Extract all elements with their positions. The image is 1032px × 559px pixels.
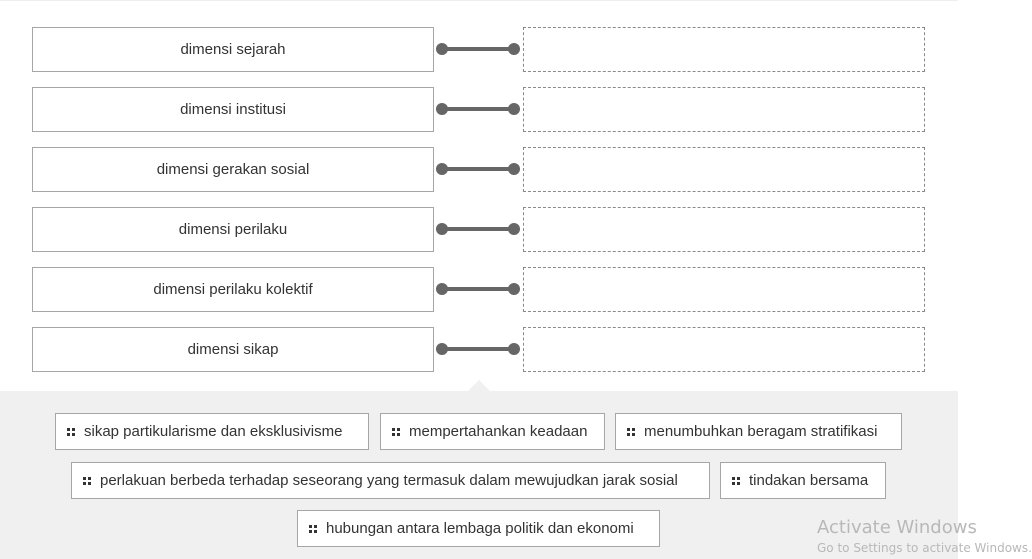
drop-zone[interactable] <box>523 87 925 132</box>
connector-dot <box>436 103 448 115</box>
connector <box>436 282 520 296</box>
watermark-title: Activate Windows <box>817 517 977 538</box>
match-row <box>0 207 958 253</box>
draggable-option[interactable] <box>55 413 369 450</box>
draggable-option[interactable] <box>720 462 886 499</box>
connector-dot <box>436 343 448 355</box>
connector <box>436 102 520 116</box>
connector <box>436 162 520 176</box>
connector-line <box>440 227 516 231</box>
draggable-option[interactable] <box>71 462 710 499</box>
term-box: dimensi sejarah <box>32 27 434 72</box>
connector-line <box>440 167 516 171</box>
connector <box>436 222 520 236</box>
drop-zone[interactable] <box>523 327 925 372</box>
match-row <box>0 267 958 313</box>
match-row <box>0 327 958 373</box>
term-box: dimensi sikap <box>32 327 434 372</box>
connector-line <box>440 287 516 291</box>
drag-handle-icon <box>83 477 91 485</box>
option-label: perlakuan berbeda terhadap seseorang yang termasuk dalam mewujudkan jarak sosial <box>100 472 678 489</box>
draggable-option[interactable] <box>297 510 660 547</box>
option-label: tindakan bersama <box>749 472 869 489</box>
option-label: hubungan antara lembaga politik dan ekonomi <box>326 520 634 537</box>
drag-handle-icon <box>392 428 400 436</box>
drag-handle-icon <box>309 525 317 533</box>
activate-windows-watermark <box>817 517 1032 555</box>
connector <box>436 42 520 56</box>
connector <box>436 342 520 356</box>
watermark-subtitle: Go to Settings to activate Windows. <box>817 541 1032 555</box>
match-row <box>0 87 958 133</box>
option-label: sikap partikularisme dan eksklusivisme <box>84 423 343 440</box>
draggable-option[interactable] <box>380 413 605 450</box>
connector-dot <box>508 283 520 295</box>
drop-zone[interactable] <box>523 147 925 192</box>
drop-zone[interactable] <box>523 267 925 312</box>
drag-handle-icon <box>732 477 740 485</box>
drag-handle-icon <box>67 428 75 436</box>
match-row <box>0 27 958 73</box>
draggable-option[interactable] <box>615 413 902 450</box>
term-box: dimensi gerakan sosial <box>32 147 434 192</box>
connector-line <box>440 347 516 351</box>
connector-dot <box>508 343 520 355</box>
drag-handle-icon <box>627 428 635 436</box>
connector-dot <box>436 223 448 235</box>
drop-zone[interactable] <box>523 27 925 72</box>
connector-dot <box>508 103 520 115</box>
connector-dot <box>436 283 448 295</box>
tray-pointer <box>468 380 490 391</box>
term-box: dimensi institusi <box>32 87 434 132</box>
term-box: dimensi perilaku kolektif <box>32 267 434 312</box>
connector-dot <box>436 163 448 175</box>
connector-line <box>440 47 516 51</box>
term-box: dimensi perilaku <box>32 207 434 252</box>
option-label: mempertahankan keadaan <box>409 423 588 440</box>
drop-zone[interactable] <box>523 207 925 252</box>
connector-line <box>440 107 516 111</box>
connector-dot <box>508 163 520 175</box>
connector-dot <box>508 223 520 235</box>
match-row <box>0 147 958 193</box>
option-label: menumbuhkan beragam stratifikasi <box>644 423 878 440</box>
connector-dot <box>508 43 520 55</box>
connector-dot <box>436 43 448 55</box>
